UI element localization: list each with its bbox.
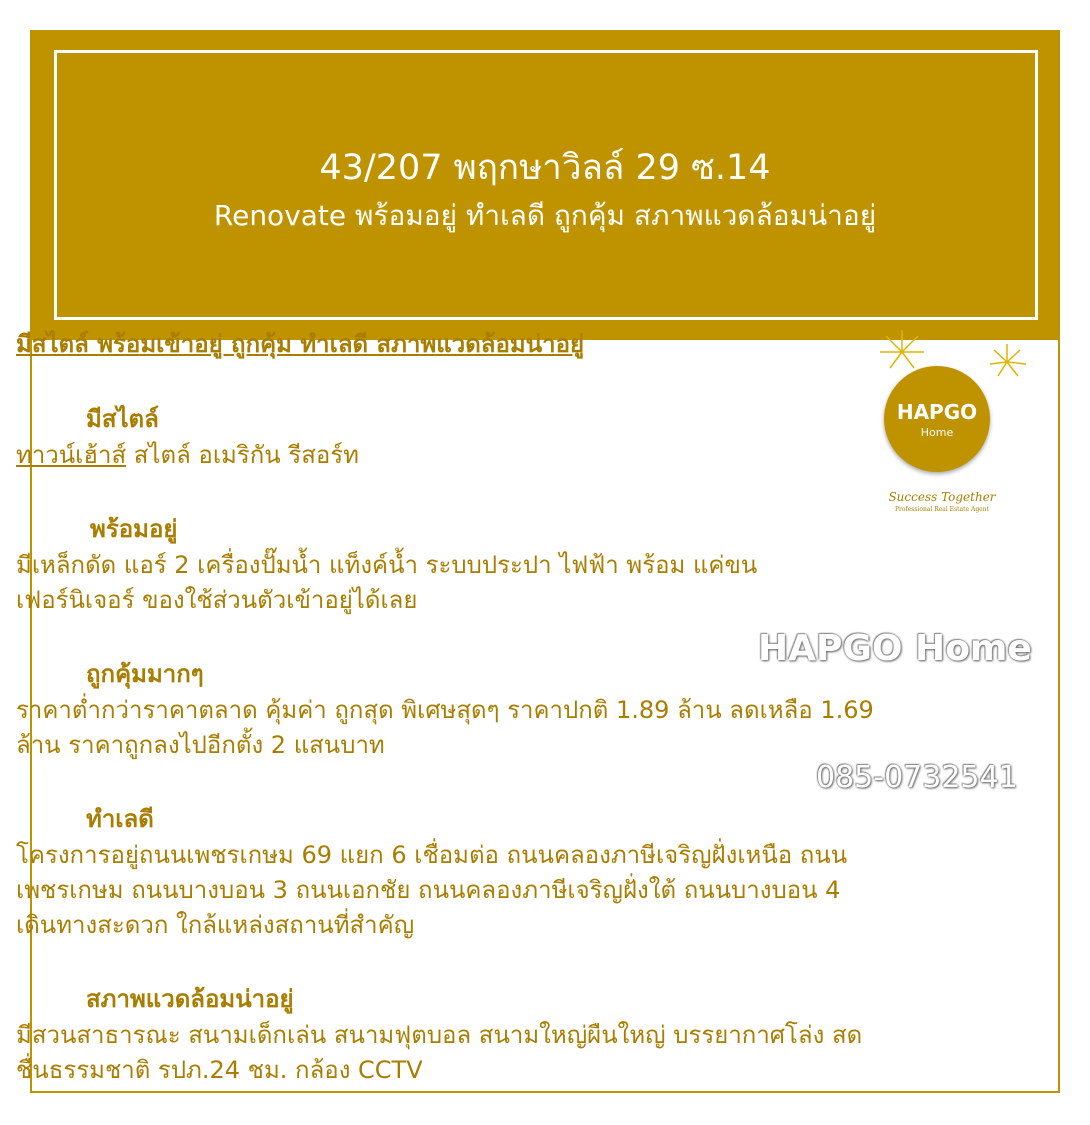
listing-subtitle: Renovate พร้อมอยู่ ทำเลดี ถูกคุ้ม สภาพแวดล้อมน่าอยู่: [213, 199, 877, 232]
section-text-location-1: โครงการอยู่ถนนเพชรเกษม 69 แยก 6 เชื่อมต่อ ถนนคลองภาษีเจริญฝั่งเหนือ ถนน: [16, 841, 848, 869]
style-description: สไตล์ อเมริกัน รีสอร์ท: [126, 441, 359, 469]
hapgo-logo: [862, 322, 1032, 522]
section-text-value-2: ล้าน ราคาถูกลงไปอีกตั้ง 2 แสนบาท: [16, 731, 385, 759]
section-text-location-3: เดินทางสะดวก ใกล้แหล่งสถานที่สำคัญ: [16, 911, 415, 939]
section-text-ready-2: เฟอร์นิเจอร์ ของใช้ส่วนตัวเข้าอยู่ได้เลย: [16, 586, 418, 614]
section-text-location-2: เพชรเกษม ถนนบางบอน 3 ถนนเอกชัย ถนนคลองภาษีเจริญฝั่งใต้ ถนนบางบอน 4: [16, 876, 841, 904]
section-heading-value: ถูกคุ้มมากๆ: [86, 660, 204, 688]
section-text-environment-1: มีสวนสาธารณะ สนามเด็กเล่น สนามฟุตบอล สนามใหญ่ผืนใหญ่ บรรยากาศโล่ง สด: [16, 1021, 863, 1049]
logo-tagline: Success Together: [888, 490, 996, 504]
townhouse-label: ทาวน์เฮ้าส์: [16, 441, 127, 469]
section-text-value-1: ราคาต่ำกว่าราคาตลาด คุ้มค่า ถูกสุด พิเศษสุดๆ ราคาปกติ 1.89 ล้าน ลดเหลือ 1.69: [16, 696, 874, 724]
section-text-environment-2: ชื่นธรรมชาติ รปภ.24 ชม. กล้อง CCTV: [16, 1056, 423, 1084]
section-heading-environment: สภาพแวดล้อมน่าอยู่: [86, 985, 294, 1013]
logo-name: HAPGO: [896, 400, 978, 424]
logo-badge: [884, 366, 990, 472]
section-heading-ready: พร้อมอยู่: [90, 515, 178, 543]
lead-line: มีสไตล์ พร้อมเข้าอยู่ ถูกคุ้ม ทำเลดี สภาพแวดล้อมน่าอยู่: [16, 330, 585, 358]
section-text-ready-1: มีเหล็กดัด แอร์ 2 เครื่องปั๊มน้ำ แท็งค์น้ำ ระบบประปา ไฟฟ้า พร้อม แค่ขน: [16, 551, 758, 579]
logo-tagline-small: Professional Real Estate Agent: [894, 506, 990, 513]
brand-watermark: HAPGO Home: [758, 628, 1032, 669]
logo-sub: Home: [920, 426, 954, 439]
title-banner: [32, 32, 1058, 340]
section-heading-location: ทำเลดี: [86, 805, 154, 833]
phone-watermark: 085-0732541: [816, 760, 1018, 795]
listing-title: 43/207 พฤกษาวิลล์ 29 ซ.14: [319, 148, 771, 188]
section-heading-style: มีสไตล์: [86, 405, 159, 433]
